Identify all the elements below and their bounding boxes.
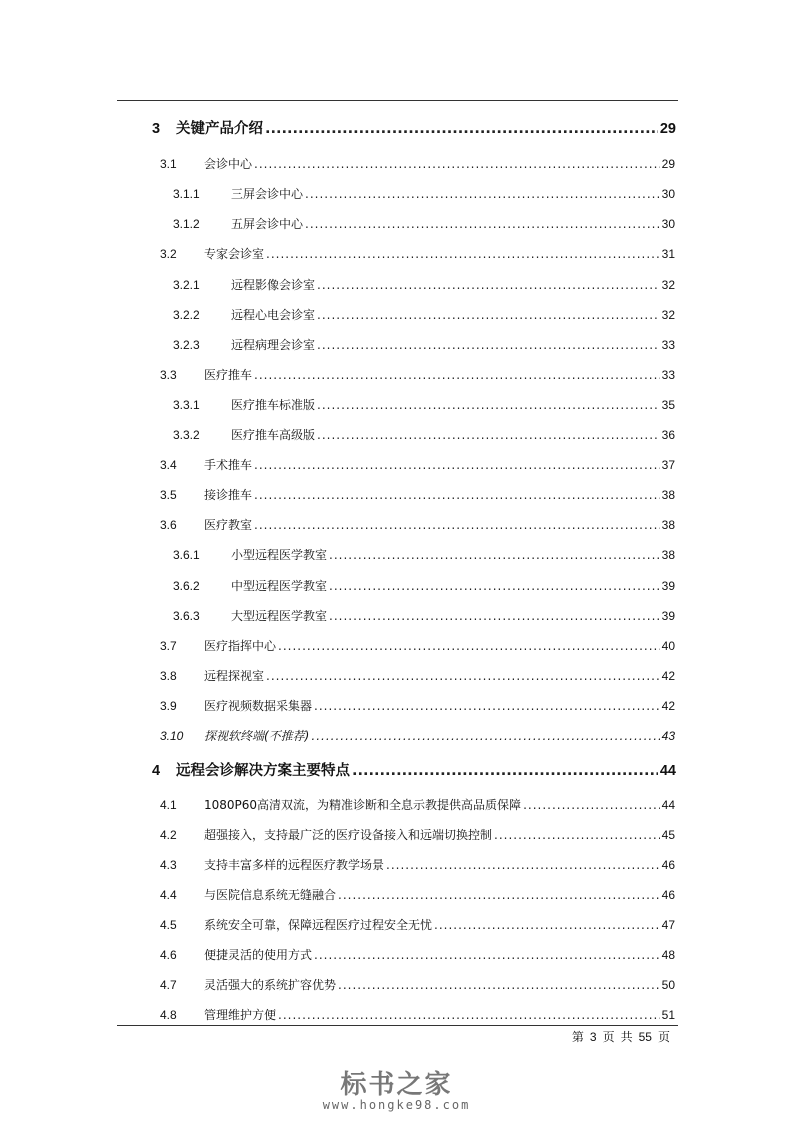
toc-entry-number: 3.1.1 [173, 187, 200, 201]
toc-entry[interactable] [152, 759, 676, 780]
toc-leader-dots [278, 1008, 660, 1022]
toc-entry-page: 44 [661, 798, 675, 812]
toc-entry-title: 会诊中心 [204, 157, 253, 171]
toc-entry-page: 33 [661, 338, 675, 352]
toc-entry-number: 3.10 [160, 729, 184, 743]
toc-entry-page: 30 [661, 187, 675, 201]
toc-entry-title: 医疗推车标准版 [231, 398, 316, 412]
toc-leader-dots [338, 888, 660, 902]
toc-entry[interactable] [160, 727, 675, 744]
toc-leader-dots [305, 217, 660, 231]
toc-entry-title: 远程会诊解决方案主要特点 [176, 763, 350, 779]
toc-leader-dots [317, 428, 660, 442]
toc-leader-dots [265, 121, 658, 137]
toc-entry-title: 专家会诊室 [204, 247, 265, 261]
toc-entry-page: 29 [661, 157, 675, 171]
toc-entry[interactable] [160, 916, 675, 933]
toc-entry[interactable] [160, 976, 675, 993]
toc-entry-page: 39 [661, 579, 675, 593]
footer-current-page: 3 [589, 1030, 597, 1044]
toc-entry[interactable] [173, 306, 675, 323]
toc-entry-number: 4.7 [160, 978, 177, 992]
toc-leader-dots [317, 338, 660, 352]
toc-entry-page: 35 [661, 398, 675, 412]
toc-entry-page: 42 [661, 669, 675, 683]
toc-leader-dots [254, 488, 660, 502]
toc-entry[interactable] [160, 796, 675, 813]
footer-suffix: 页 [657, 1030, 670, 1044]
toc-entry-page: 50 [661, 978, 675, 992]
toc-entry-title: 医疗推车 [204, 368, 253, 382]
toc-entry-page: 40 [661, 639, 675, 653]
toc-entry-title: 三屏会诊中心 [231, 187, 304, 201]
toc-entry-title: 远程影像会诊室 [231, 278, 316, 292]
toc-entry-title: 系统安全可靠，保障远程医疗过程安全无忧 [204, 918, 433, 932]
toc-entry[interactable] [173, 336, 675, 353]
footer-page-word: 页 [602, 1030, 615, 1044]
toc-leader-dots [254, 157, 660, 171]
toc-entry-number: 3.1 [160, 157, 177, 171]
toc-entry-title: 远程探视室 [204, 669, 265, 683]
toc-entry-number: 4.3 [160, 858, 177, 872]
toc-entry-number: 3.9 [160, 699, 177, 713]
toc-entry-page: 32 [661, 278, 675, 292]
toc-entry-title: 灵活强大的系统扩容优势 [204, 978, 337, 992]
watermark-brand: 标书之家 [340, 1070, 453, 1100]
toc-entry-number: 4.5 [160, 918, 177, 932]
toc-entry[interactable] [152, 117, 676, 138]
footer-total-word: 共 [620, 1030, 633, 1044]
toc-entry-title: 小型远程医学教室 [231, 548, 328, 562]
toc-entry-number: 3.3.2 [173, 428, 200, 442]
toc-leader-dots [254, 518, 660, 532]
toc-leader-dots [314, 699, 660, 713]
toc-leader-dots [266, 669, 660, 683]
toc-entry-title: 接诊推车 [204, 488, 253, 502]
toc-entry-page: 45 [661, 828, 675, 842]
toc-entry[interactable] [160, 245, 675, 262]
toc-entry-page: 38 [661, 518, 675, 532]
toc-entry-title: 手术推车 [204, 458, 253, 472]
top-rule [117, 100, 678, 101]
toc-leader-dots [434, 918, 660, 932]
toc-entry-title: 探视软终端(不推荐) [204, 729, 310, 743]
toc-leader-dots [266, 247, 660, 261]
toc-entry-number: 3 [152, 121, 161, 137]
toc-entry-page: 39 [661, 609, 675, 623]
toc-entry-title: 便捷灵活的使用方式 [204, 948, 313, 962]
toc-entry-number: 3.3.1 [173, 398, 200, 412]
toc-leader-dots [254, 368, 660, 382]
toc-entry-title: 医疗指挥中心 [204, 639, 277, 653]
toc-entry-title: 远程心电会诊室 [231, 308, 316, 322]
toc-leader-dots [329, 609, 660, 623]
toc-entry-number: 4.2 [160, 828, 177, 842]
toc-entry-number: 3.6.3 [173, 609, 200, 623]
toc-leader-dots [317, 308, 660, 322]
toc-entry-page: 38 [661, 548, 675, 562]
toc-entry-page: 30 [661, 217, 675, 231]
toc-leader-dots [338, 978, 660, 992]
toc-entry[interactable] [173, 396, 675, 413]
toc-entry-page: 47 [661, 918, 675, 932]
toc-leader-dots [305, 187, 660, 201]
toc-entry-number: 3.6 [160, 518, 177, 532]
toc-leader-dots [314, 948, 660, 962]
toc-leader-dots [352, 763, 658, 779]
toc-entry-number: 4.1 [160, 798, 177, 812]
toc-leader-dots [494, 828, 660, 842]
toc-entry[interactable] [160, 637, 675, 654]
toc-entry-number: 4 [152, 763, 161, 779]
toc-entry-number: 3.2.1 [173, 278, 200, 292]
toc-leader-dots [311, 729, 659, 743]
toc-entry[interactable] [173, 426, 675, 443]
toc-entry-number: 3.4 [160, 458, 177, 472]
toc-entry[interactable] [160, 366, 675, 383]
toc-entry-title: 管理维护方便 [204, 1008, 277, 1022]
toc-entry-number: 3.6.1 [173, 548, 200, 562]
toc-entry[interactable] [160, 1006, 675, 1023]
toc-entry-page: 33 [661, 368, 675, 382]
toc-entry-title: 关键产品介绍 [176, 121, 263, 137]
toc-entry[interactable] [173, 215, 675, 232]
toc-entry[interactable] [173, 276, 675, 293]
toc-entry-page: 36 [661, 428, 675, 442]
footer-prefix: 第 [571, 1030, 584, 1044]
bottom-rule [117, 1025, 678, 1026]
toc-entry-number: 4.6 [160, 948, 177, 962]
toc-entry-title: 医疗视频数据采集器 [204, 699, 313, 713]
toc-entry[interactable] [173, 577, 675, 594]
toc-entry-title: 1080P60高清双流，为精准诊断和全息示教提供高品质保障 [204, 798, 522, 812]
toc-entry-number: 4.8 [160, 1008, 177, 1022]
toc-entry-number: 4.4 [160, 888, 177, 902]
toc-entry[interactable] [160, 697, 675, 714]
toc-entry-title: 五屏会诊中心 [231, 217, 304, 231]
toc-entry-title: 与医院信息系统无缝融合 [204, 888, 337, 902]
toc-entry-title: 医疗推车高级版 [231, 428, 316, 442]
toc-entry-page: 37 [661, 458, 675, 472]
toc-entry[interactable] [160, 155, 675, 172]
watermark-url: www.hongke98.com [322, 1098, 471, 1112]
toc-entry[interactable] [160, 886, 675, 903]
toc-entry-number: 3.6.2 [173, 579, 200, 593]
toc-entry-page: 29 [659, 121, 676, 137]
toc-entry-page: 46 [661, 858, 675, 872]
toc-entry-number: 3.1.2 [173, 217, 200, 231]
toc-leader-dots [523, 798, 660, 812]
toc-entry[interactable] [160, 946, 675, 963]
toc-entry[interactable] [160, 667, 675, 684]
toc-entry-page: 32 [661, 308, 675, 322]
toc-leader-dots [329, 548, 660, 562]
toc-entry-title: 大型远程医学教室 [231, 609, 328, 623]
toc-entry-page: 51 [661, 1008, 675, 1022]
toc-entry-title: 医疗教室 [204, 518, 253, 532]
toc-entry-number: 3.2.2 [173, 308, 200, 322]
toc-entry[interactable] [173, 185, 675, 202]
toc-entry[interactable] [160, 486, 675, 503]
toc-entry-number: 3.5 [160, 488, 177, 502]
toc-entry-page: 31 [661, 247, 675, 261]
toc-entry[interactable] [173, 546, 675, 563]
toc-entry[interactable] [173, 607, 675, 624]
toc-leader-dots [317, 278, 660, 292]
toc-leader-dots [329, 579, 660, 593]
toc-entry-number: 3.7 [160, 639, 177, 653]
toc-entry-number: 3.2 [160, 247, 177, 261]
toc-leader-dots [278, 639, 660, 653]
page-number-footer [569, 1028, 673, 1045]
toc-entry-title: 支持丰富多样的远程医疗教学场景 [204, 858, 385, 872]
toc-entry[interactable] [160, 516, 675, 533]
toc-entry[interactable] [160, 456, 675, 473]
toc-entry-page: 43 [661, 729, 675, 743]
toc-leader-dots [386, 858, 660, 872]
toc-entry-title: 超强接入，支持最广泛的医疗设备接入和远端切换控制 [204, 828, 493, 842]
toc-entry-number: 3.8 [160, 669, 177, 683]
toc-entry-page: 38 [661, 488, 675, 502]
toc-entry-page: 46 [661, 888, 675, 902]
toc-entry-page: 42 [661, 699, 675, 713]
toc-entry-title: 中型远程医学教室 [231, 579, 328, 593]
toc-leader-dots [317, 398, 660, 412]
toc-leader-dots [254, 458, 660, 472]
toc-entry-page: 48 [661, 948, 675, 962]
toc-entry-page: 44 [659, 763, 676, 779]
toc-entry-number: 3.2.3 [173, 338, 200, 352]
toc-entry[interactable] [160, 826, 675, 843]
toc-entry-title: 远程病理会诊室 [231, 338, 316, 352]
footer-total-pages: 55 [638, 1030, 652, 1044]
toc-entry-number: 3.3 [160, 368, 177, 382]
toc-entry[interactable] [160, 856, 675, 873]
